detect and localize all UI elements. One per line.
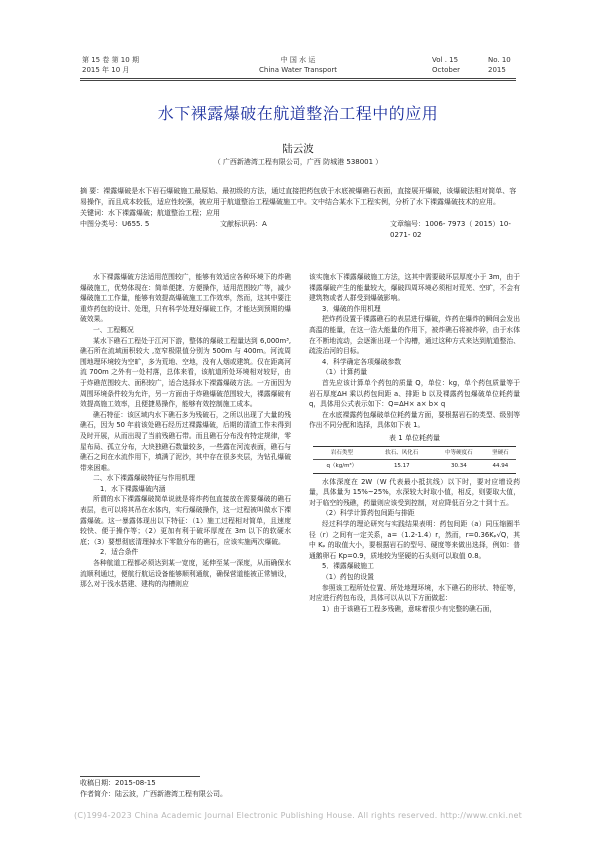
section-heading: （1）药包的设置 [322, 573, 374, 582]
section-heading: 二、水下裸露爆破特征与作用机理 [93, 474, 195, 483]
table-cell: 30.34 [433, 460, 485, 474]
author-bio: 作者简介：陆云波，广西新港湾工程有限公司。 [80, 790, 227, 798]
body-paragraph: 首先应该计算单个药包的质量 Q，单位：kg，单个药包质量等于岩石厚度ΔH 乘以药包间距 a、排距 b 以及裸露药包爆破单位耗药量 q，具体用公式表示如下：Q=ΔH× a× b× q [309, 378, 520, 409]
keywords: 关键词：水下裸露爆破；航道整治工程；应用 [80, 209, 220, 217]
right-column-part-2 [309, 477, 520, 615]
journal-date: 2015 年 10 月 [82, 66, 130, 74]
body-paragraph: 把炸药设置于裸露礁石的表层进行爆破，炸药在爆炸的瞬间会发出高温的能量，在这一浩大能量的作用下，被炸礁石将被炸碎，由于水体在不断地流动，会逐渐出现一个沟槽，通过这种方式来达到航道整治、疏浚治河的目标。 [309, 315, 520, 356]
body-paragraph: 在水底裸露药包爆破单位耗药量方面，要根据岩石的类型、级别等作出不同分配和选择，具体如下表 1。 [309, 410, 520, 430]
clc-number: 中图分类号：U655. 5 [80, 220, 150, 228]
copyright-watermark: (C)1994-2023 China Academic Journal Electronic Publishing House. All rights reserved. http://www.cnki.net [74, 811, 522, 820]
article-number: 文章编号：1006- 7973（ 2015）10- 0271- 02 [390, 220, 511, 239]
journal-volume-issue: 第 15 卷 第 10 期 [82, 56, 139, 64]
body-paragraph: 1）由于该礁石工程多残礁，意味着很少有完整的礁石面， [322, 604, 497, 613]
table-row [313, 460, 516, 474]
year-en: 2015 [488, 66, 506, 74]
body-paragraph: 礁石特征：该区域内水下礁石多为残破石，之所以出现了大量的残礁石，因为 50 年前该处礁石经历过裸露爆破，后期的清渣工作未得到及时开展，从而出现了当前残礁石带。而且礁石分布没有特定规律，零星布局、孤立分布，大块独礁石数量较多，一些露在河流表面，礁石与礁石之间在水流作用下，填满了泥沙，其中存在很多夹层，为钻孔爆破带来困难。 [80, 410, 291, 472]
table-row-label: q（kg/m³） [313, 460, 371, 474]
month-en: October [432, 66, 461, 74]
section-heading: 5．裸露爆破施工 [322, 562, 374, 571]
right-column-part-1 [309, 272, 520, 431]
subsection-heading: 2．适合条件 [100, 548, 139, 557]
document-code: 文献标识码：A [220, 220, 267, 228]
volume-en: Vol . 15 [432, 56, 459, 64]
subsection-heading: 1．水下裸露爆破内涵 [100, 484, 166, 493]
abstract-block [80, 186, 520, 239]
author-affiliation: （ 广西新港湾工程有限公司，广西 防城港 538001 ） [213, 158, 383, 166]
table-cell: 15.17 [371, 460, 433, 474]
body-paragraph: 水体深度在 2W（W 代表最小抵抗线）以下时，要对应增设药量，具体量为 15%~25%，水深较大时取小值，相反，则要取大值，对于临空的残礁，药量则应该受到控制，对应降低百分之十到十五。 [309, 477, 520, 507]
table-header-cell: 软石、风化石 [371, 446, 433, 460]
journal-name: 中 国 水 运 [280, 56, 316, 64]
body-paragraph: 经过科学的理论研究与实践结果表明：药包间距（a）同压缩圈半径（r）之间有一定关系，a=（1.2-1.4）r，然而，r=0.36Kₚ√Q，其中 Kₚ 的取值大小，要根据岩石的型号、硬度等来做出选择，例如：普通鹅卵石 Kp=0.9，质地较为坚硬的石头则可以取值 0.8。 [309, 520, 520, 560]
body-paragraph: 水下裸露爆破方法适用范围较广，能够有效适应各种环境下的炸礁爆破施工，优势体现在：简单便捷、方便操作，适用范围较广等，减少爆破施工工作量，能够有效提高爆破施工工作效率，然而，这其中要注重炸药包的设计、处理，只有科学处理好爆破工作，才能达到预期的爆破效果。 [80, 273, 291, 324]
section-heading: （2）科学计算药包间距与排距 [322, 509, 415, 518]
table-caption: 表 1 单位耗药量 [389, 433, 440, 442]
classification-row [80, 219, 520, 239]
header-rule [80, 78, 516, 79]
section-heading: 一、工程概况 [93, 325, 134, 334]
table-header-row [313, 446, 516, 460]
abstract-text: 摘 要：裸露爆破是水下岩石爆破施工最原始、最初级的方法，通过直接把药包放于水底被爆礁石表面，直接展开爆破，该爆破法相对简单、容易操作，而且成本较低，适应性较强，被应用于航道整治工程爆破施工中。文中结合某水下工程实例，分析了水下裸露爆破技术的应用。 [80, 187, 517, 206]
table-header-cell: 中等硬度石 [433, 446, 485, 460]
footnote-rule [80, 776, 200, 777]
issue-en: No. 10 [488, 56, 511, 64]
table-header-cell: 岩石类型 [313, 446, 371, 460]
received-date: 收稿日期：2015-08-15 [80, 779, 156, 787]
section-heading: （1）计算药量 [322, 368, 368, 377]
body-paragraph: 该实施水下裸露爆破施工方法，这其中需要破坏层厚度小于 3m，由于裸露爆破产生的能量较大，爆破四周环境必须相对荒芜、空旷，不会有建筑物或者人群受到爆破影响。 [309, 273, 520, 303]
consumption-table [313, 446, 516, 474]
section-heading: 4．科学确定各项爆破参数 [322, 357, 402, 366]
right-column [309, 272, 520, 614]
table-cell: 44.94 [485, 460, 516, 474]
body-paragraph: 所谓的水下裸露爆破简单说就是将炸药包直接放在需要爆破的礁石表层，也可以将其吊在水体内，实行爆破操作，这一过程被叫做水下裸露爆破。这一暴露体现出以下特征：（1）施工过程相对简单，且速度较快、便于操作等；（2）更加有利于破坏厚度在 3m 以下的软硬水底；（3）要想彻底清理掉水下零散分布的礁石，应该实施两次爆破。 [80, 495, 291, 546]
body-paragraph: 某水下礁石工程处于江河下游，整体的爆破工程量达到 6,000m³,礁石所在流域面积较大 ,宽窄极限值分别为 500m 与 400m。河流周围地理环境较为空旷，多为荒地、空地，没有人烟或建筑。仅在距离河流 700m 之外有一处村落，总体来看，该航道所处环境相对较好，由于炸礁范围较大、面积较广，适合选择水下裸露爆破方法。一方面因为周围环境条件较为允许，另一方面由于炸礁爆破范围较大，裸露爆破有效提高施工效率，且便捷易操作，能够有效控制施工成本。 [80, 336, 291, 409]
author-name: 陆云波 [282, 143, 314, 155]
header-rule-second [80, 80, 516, 81]
left-column [80, 272, 291, 590]
table-header-cell: 坚硬石 [485, 446, 516, 460]
footnote [80, 778, 227, 800]
body-paragraph: 参照该工程所处位置、所处地理环境，水下礁石的形状、特征等，对应进行药包布设，具体可以从以下方面做起： [309, 583, 520, 603]
body-paragraph: 各种航道工程都必须达到某一宽度，延伸至某一深度，从而确保水流顺利通过，便航行航运设备能够顺利通航，确保营道能被正常铺设，那么对于浅水搭建、建构的沟槽则应 [80, 559, 291, 589]
section-heading: 3．爆破的作用机理 [322, 304, 381, 313]
paper-title: 水下裸露爆破在航道整治工程中的应用 [157, 104, 439, 123]
journal-name-en: China Water Transport [259, 66, 337, 74]
